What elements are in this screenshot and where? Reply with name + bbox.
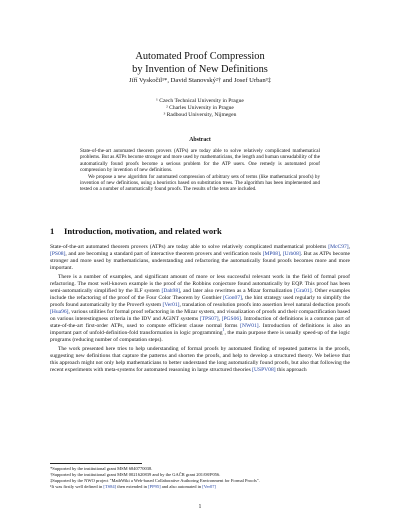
paper-title (0, 50, 400, 76)
footnote-3: ‡Supported by the NWO project "MathWiki a Web-based Collaborative Authoring Environment for Formal Proofs". (50, 478, 260, 483)
section-heading (50, 226, 222, 236)
text-run: . Introduction of definitions is a common part of state-of-the-art first-order ATPs, used to compute efficient clause normal forms (50, 316, 350, 330)
footnote-divider (50, 463, 142, 464)
citation-link[interactable]: [MP08] (262, 251, 280, 258)
affiliation-3: ³ Radboud University, Nijmegen (163, 112, 237, 119)
page-number: 1 (198, 504, 202, 510)
citation-link[interactable]: [TPS07] (199, 316, 219, 323)
body-paragraph-1 (50, 244, 350, 272)
citation-link[interactable]: [Hua96] (50, 309, 69, 316)
affiliation-2: ² Charles University in Prague (166, 105, 234, 112)
abstract-heading: Abstract (189, 137, 211, 143)
text-run: , translation of resolution proofs into assertion level natural deduction proofs (179, 302, 350, 309)
section-title: Introduction, motivation, and related work (64, 226, 222, 236)
citation-link[interactable]: [McC97] (328, 244, 349, 250)
text-run: , (218, 316, 222, 323)
text-run: , and are becoming a standard part of interactive theorem provers and verification tools (65, 251, 263, 258)
section-number: 1 (50, 226, 55, 236)
text-run: ¹It was firstly well defined in (50, 484, 104, 489)
text-run: this approach (275, 367, 307, 374)
abstract-paragraph-1: State-of-the-art automated theorem provers (ATPs) are today able to solve relatively complicated mathematical problems. But as ATPs become stronger and more used by mathematicians, the length and human unreadability of the automatically found proofs become a serious problem for the ATP users. One remedy is automated proof compression by invention of new definitions. (80, 148, 320, 174)
citation-link[interactable]: [PP95] (148, 484, 161, 489)
text-run: then extended in (116, 484, 149, 489)
citation-link[interactable]: [Gra01] (293, 288, 312, 295)
footnotes (50, 466, 350, 490)
affiliation-1: ¹ Czech Technical University in Prague (156, 98, 244, 104)
text-run: , (279, 251, 283, 258)
text-run: , (348, 244, 350, 250)
citation-link[interactable]: [PGS06] (221, 316, 242, 323)
abstract (80, 148, 320, 193)
author-list: Jiří Vyskočil¹*, David Stanovský²† and Josef Urban³‡ (129, 77, 271, 84)
citation-link[interactable]: [Gon07] (223, 295, 242, 302)
title-line-2: by Invention of New Definitions (132, 64, 268, 75)
citation-link[interactable]: [Ver01] (162, 302, 180, 309)
text-run: . But as ATPs become stronger and more used by mathematicians, understanding and refactoring the automatically found proofs becomes more and more important. (50, 251, 350, 272)
footnote-4 (50, 484, 350, 490)
text-run: State-of-the-art automated theorem provers (ATPs) are today able to solve relatively complicated mathematical problems (50, 244, 329, 250)
citation-link[interactable]: [Urb08] (282, 251, 301, 258)
citation-link[interactable]: [PS08] (50, 251, 66, 258)
body-paragraph-3 (50, 346, 350, 374)
section-body (50, 244, 350, 376)
citation-link[interactable]: [NW01] (240, 323, 259, 330)
text-run: , the main purpose there is usually speed-up of the logic programs (reducing number of computation steps). (50, 330, 350, 344)
citation-link[interactable]: [TS84] (103, 484, 117, 489)
footnote-1: *Supported by the institutional grant MSM 6840770038. (50, 466, 153, 471)
text-run: . Introduction of definitions is also an important part of unfold-definition-fold transformation in logic programming (50, 323, 350, 337)
text-run: and also automated in (160, 484, 203, 489)
citation-link[interactable]: [Dah98] (161, 288, 180, 295)
text-run: The work presented here tries to help understanding of formal proofs by automated finding of repeated patterns in the proofs, suggesting new definitions that capture the patterns and shorten the proofs, and help to develop a structured theory. We believe that this approach might not only help mathematicians to better understand the long automatically found proofs, but also that following the recent experiments with meta-systems for automated reasoning in large structured theories (50, 346, 350, 374)
affiliations (0, 98, 400, 120)
citation-link[interactable]: [USPV08] (252, 367, 276, 374)
citation-link[interactable]: [Ver07] (202, 484, 216, 489)
abstract-paragraph-2: We propose a new algorithm for automated compression of arbitrary sets of terms (like mathematical proofs) by invention of new definitions, using a heuristics based on substitution trees. The algorithm has been implemented and tested on a number of automatically found proofs. The results of the tests are included. (80, 173, 320, 193)
text-run: , various utilities for formal proof refactoring in the Mizar system, and visualization of proofs and their compactification based on various interestingness criteria in the IDV and AGiNT systems (50, 309, 350, 323)
text-run: , and later also rewritten as a Mizar formalization (179, 288, 294, 295)
body-paragraph-2 (50, 274, 350, 344)
title-line-1: Automated Proof Compression (135, 51, 265, 62)
text-run: . Other examples include the refactoring of the proof of the Four Color Theorem by Gonthier (50, 288, 350, 302)
footnote-marker[interactable]: 1 (222, 328, 225, 333)
text-run: There is a number of examples, and significant amount of more or less successful relevant work in the field of formal proof refactoring. The most well-known example is the proof of the Robbins conjecture found automatically by EQP. This proof has been semi-automatically simplified by the ILF system (50, 273, 350, 295)
text-run: , the hint strategy used regularly to simplify the proofs found automatically by the Prover9 system (50, 295, 350, 309)
footnote-2: †Supported by the institutional grant MSM 0021620839 and by the GAČR grant 201/08/P056. (50, 472, 221, 477)
